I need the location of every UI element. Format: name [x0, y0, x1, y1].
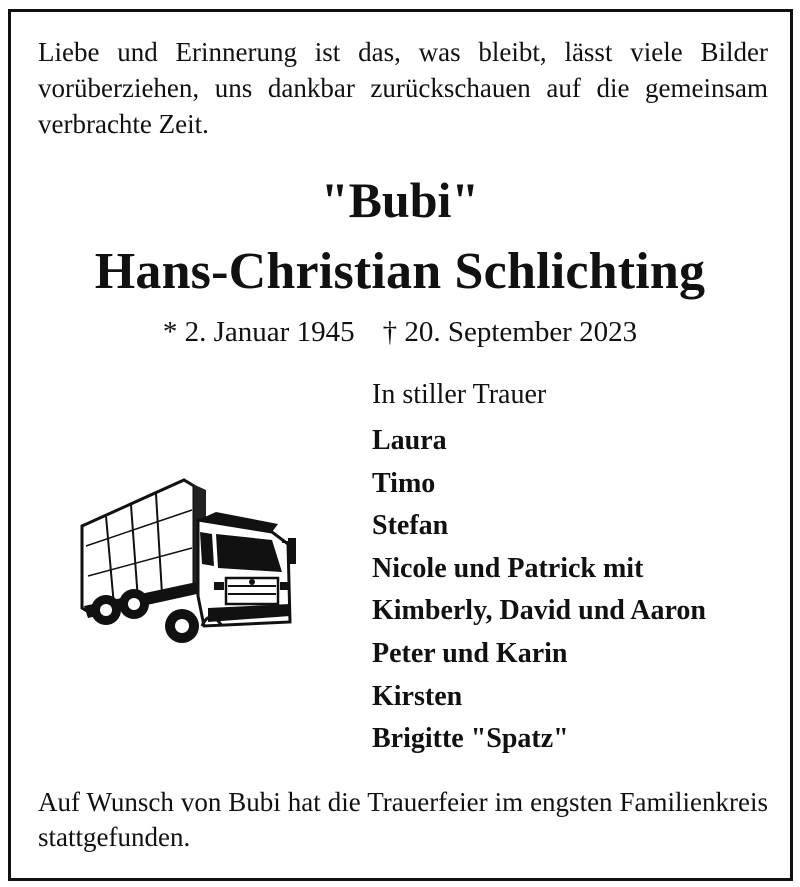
deceased-name: Hans-Christian Schlichting: [94, 243, 706, 300]
mourner-name: Timo: [372, 467, 436, 499]
death-date: † 20. September 2023: [382, 316, 638, 348]
life-dates: [0, 314, 800, 350]
birth-date: * 2. Januar 1945: [162, 316, 355, 348]
mourners-list: [372, 377, 782, 761]
truck-icon: [76, 476, 312, 654]
closing-text: Auf Wunsch von Bubi hat die Trauerfeier im engsten Familienkreis stattgefunden.: [38, 787, 768, 852]
mourner-name: Kirsten: [372, 680, 463, 712]
mourner-name: Laura: [372, 425, 447, 456]
mourner-name: Stefan: [372, 510, 449, 542]
mourning-heading: In stiller Trauer: [372, 379, 547, 410]
mourner-name: Nicole und Patrick mit: [372, 552, 644, 584]
mourner-name: Brigitte "Spatz": [372, 723, 569, 755]
mourner-name: Kimberly, David und Aaron: [372, 595, 707, 627]
mourner-name: Peter und Karin: [372, 637, 568, 669]
intro-text: Liebe und Erinnerung ist das, was bleibt, lässt viele Bilder vorüberziehen, uns dankbar zurückschauen auf die gemeinsam verbrachte Zeit.: [38, 37, 768, 139]
nickname: "Bubi": [320, 172, 480, 228]
